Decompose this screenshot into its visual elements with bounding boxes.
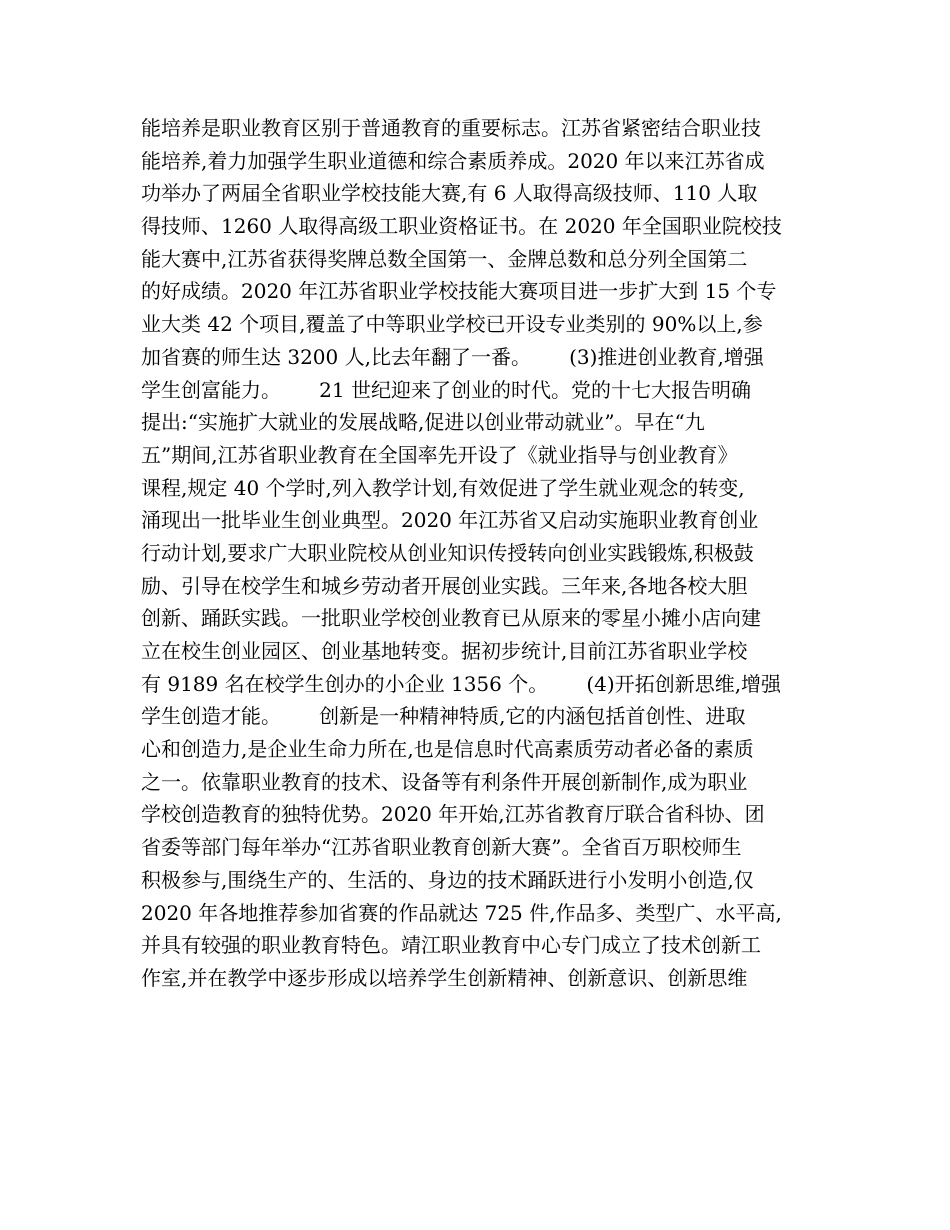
text-line: 心和创造力,是企业生命力所在,也是信息时代高素质劳动者必备的素质 xyxy=(141,737,754,762)
text-line: 能培养,着力加强学生职业道德和综合素质养成。2020 年以来江苏省成 xyxy=(141,148,765,173)
text-line: 学生创富能力。 21 世纪迎来了创业的时代。党的十七大报告明确 xyxy=(141,377,751,402)
text-line: 功举办了两届全省职业学校技能大赛,有 6 人取得高级技师、110 人取 xyxy=(141,181,758,206)
text-line: 得技师、1260 人取得高级工职业资格证书。在 2020 年全国职业院校技 xyxy=(141,214,782,239)
text-line: 能大赛中,江苏省获得奖牌总数全国第一、金牌总数和总分列全国第二 xyxy=(141,246,748,271)
text-line: 的好成绩。2020 年江苏省职业学校技能大赛项目进一步扩大到 15 个专 xyxy=(141,279,777,304)
text-line: 提出:“实施扩大就业的发展战略,促进以创业带动就业”。早在“九 xyxy=(141,410,705,435)
text-line: 学生创造才能。 创新是一种精神特质,它的内涵包括首创性、进取 xyxy=(141,704,746,729)
text-line: 励、引导在校学生和城乡劳动者开展创业实践。三年来,各地各校大胆 xyxy=(141,573,748,598)
text-line: 学校创造教育的独特优势。2020 年开始,江苏省教育厅联合省科协、团 xyxy=(141,802,765,827)
text-line: 立在校生创业园区、创业基地转变。据初步统计,目前江苏省职业学校 xyxy=(141,639,748,663)
text-line: 积极参与,围绕生产的、生活的、身边的技术踊跃进行小发明小创造,仅 xyxy=(141,867,754,892)
text-line: 并具有较强的职业教育特色。靖江职业教育中心专门成立了技术创新工 xyxy=(141,933,761,958)
text-line: 课程,规定 40 个学时,列入教学计划,有效促进了学生就业观念的转变, xyxy=(141,475,745,500)
text-line: 创新、踊跃实践。一批职业学校创业教育已从原来的零星小摊小店向建 xyxy=(141,606,761,631)
text-line: 能培养是职业教育区别于普通教育的重要标志。江苏省紧密结合职业技 xyxy=(141,116,761,140)
text-line: 涌现出一批毕业生创业典型。2020 年江苏省又启动实施职业教育创业 xyxy=(141,508,759,533)
text-line: 之一。依靠职业教育的技术、设备等有利条件开展创新制作,成为职业 xyxy=(141,769,748,794)
text-line: 2020 年各地推荐参加省赛的作品就达 725 件,作品多、类型广、水平高, xyxy=(141,900,782,925)
body-text xyxy=(141,112,821,995)
text-line: 行动计划,要求广大职业院校从创业知识传授转向创业实践锻炼,积极鼓 xyxy=(141,540,754,565)
text-line: 五”期间,江苏省职业教育在全国率先开设了《就业指导与创业教育》 xyxy=(141,442,738,467)
text-line: 作室,并在教学中逐步形成以培养学生创新精神、创新意识、创新思维 xyxy=(141,965,748,990)
text-line: 加省赛的师生达 3200 人,比去年翻了一番。 (3)推进创业教育,增强 xyxy=(141,344,764,369)
text-line: 业大类 42 个项目,覆盖了中等职业学校已开设专业类别的 90%以上,参 xyxy=(141,312,763,337)
text-line: 省委等部门每年举办“江苏省职业教育创新大赛”。全省百万职校师生 xyxy=(141,835,742,860)
text-line: 有 9189 名在校学生创办的小企业 1356 个。 (4)开拓创新思维,增强 xyxy=(141,671,782,696)
